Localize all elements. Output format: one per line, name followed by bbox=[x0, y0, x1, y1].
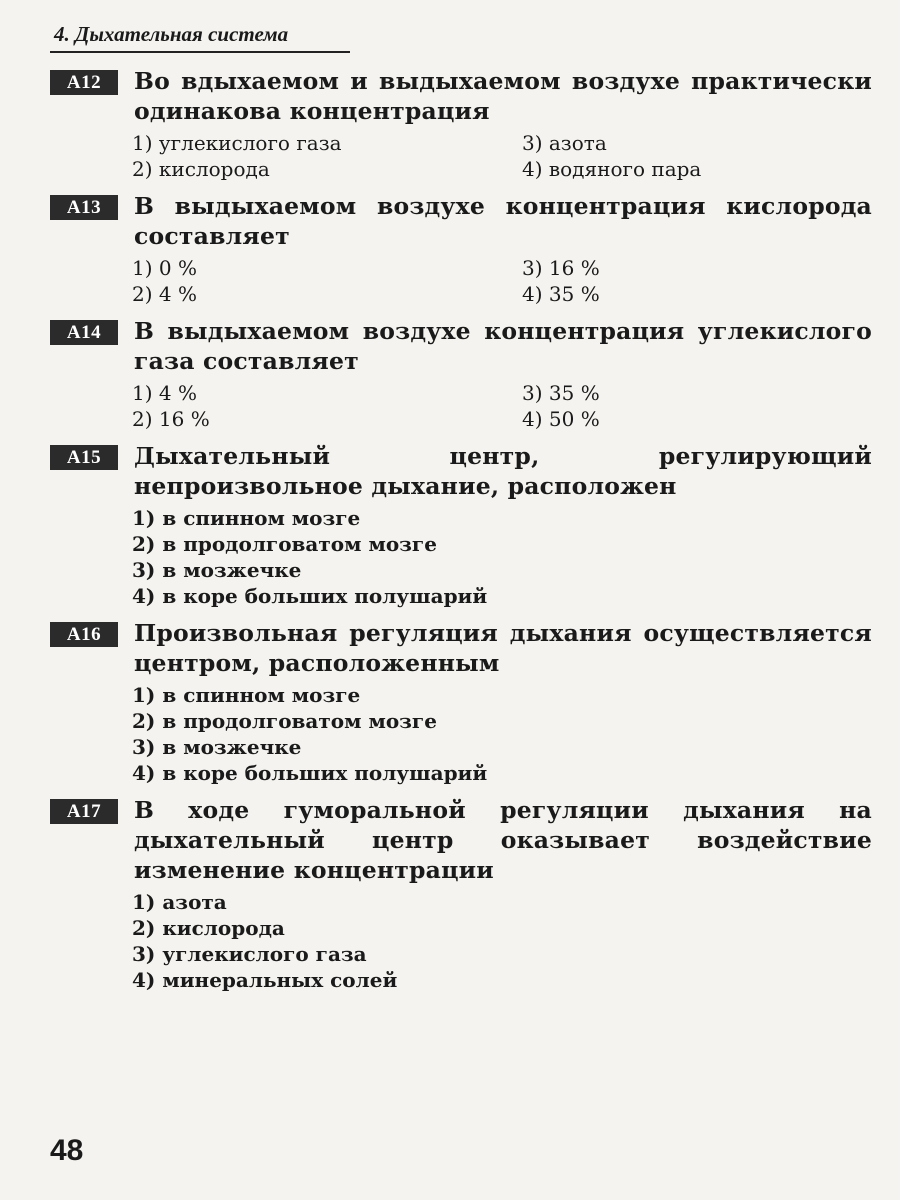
question-text: Во вдыхаемом и выдыхаемом воздухе практически одинакова концентрация bbox=[134, 67, 872, 125]
answer-options bbox=[132, 130, 872, 182]
question-a14 bbox=[50, 316, 872, 432]
question-a13 bbox=[50, 191, 872, 307]
answer-option: 2) кислорода bbox=[132, 916, 285, 940]
questions-list bbox=[50, 66, 872, 1002]
answer-option: 1) азота bbox=[132, 890, 227, 914]
question-text: Произвольная регуляция дыхания осуществляется центром, расположенным bbox=[134, 619, 872, 677]
question-text: В выдыхаемом воздухе концентрация кислорода составляет bbox=[134, 192, 872, 250]
answer-option: 4) минеральных солей bbox=[132, 968, 398, 992]
question-text: Дыхательный центр, регулирующий непроизвольное дыхание, расположен bbox=[134, 442, 872, 500]
answer-option: 2) 4 % bbox=[132, 282, 197, 306]
question-a15 bbox=[50, 441, 872, 609]
question-number-badge: А17 bbox=[50, 799, 118, 824]
answer-option: 1) в спинном мозге bbox=[132, 506, 361, 530]
page-header bbox=[50, 22, 850, 53]
question-text: В ходе гуморальной регуляции дыхания на дыхательный центр оказывает воздействие изменение концентрации bbox=[134, 796, 872, 884]
answer-option: 3) азота bbox=[522, 131, 607, 155]
answer-option: 3) в мозжечке bbox=[132, 735, 302, 759]
answer-option: 3) в мозжечке bbox=[132, 558, 302, 582]
answer-options bbox=[132, 889, 872, 993]
question-a17 bbox=[50, 795, 872, 993]
answer-option: 1) в спинном мозге bbox=[132, 683, 361, 707]
answer-options bbox=[132, 505, 872, 609]
question-text: В выдыхаемом воздухе концентрация углекислого газа составляет bbox=[134, 317, 872, 375]
question-number-badge: А16 bbox=[50, 622, 118, 647]
answer-option: 4) водяного пара bbox=[522, 157, 702, 181]
running-head: 4. Дыхательная система bbox=[54, 22, 289, 46]
question-a12 bbox=[50, 66, 872, 182]
answer-option: 4) 35 % bbox=[522, 282, 600, 306]
question-number-badge: А14 bbox=[50, 320, 118, 345]
question-number-badge: А12 bbox=[50, 70, 118, 95]
question-number-badge: А15 bbox=[50, 445, 118, 470]
answer-option: 3) 35 % bbox=[522, 381, 600, 405]
page-number: 48 bbox=[50, 1134, 84, 1167]
answer-option: 1) углекислого газа bbox=[132, 131, 342, 155]
answer-option: 4) 50 % bbox=[522, 407, 600, 431]
answer-option: 3) 16 % bbox=[522, 256, 600, 280]
answer-options bbox=[132, 682, 872, 786]
header-rule bbox=[50, 51, 350, 53]
question-a16 bbox=[50, 618, 872, 786]
answer-option: 2) 16 % bbox=[132, 407, 210, 431]
question-number-badge: А13 bbox=[50, 195, 118, 220]
answer-option: 2) кислорода bbox=[132, 157, 270, 181]
answer-option: 1) 0 % bbox=[132, 256, 197, 280]
answer-option: 2) в продолговатом мозге bbox=[132, 532, 437, 556]
answer-option: 4) в коре больших полушарий bbox=[132, 584, 488, 608]
answer-option: 3) углекислого газа bbox=[132, 942, 367, 966]
answer-option: 2) в продолговатом мозге bbox=[132, 709, 437, 733]
answer-options bbox=[132, 380, 872, 432]
answer-option: 4) в коре больших полушарий bbox=[132, 761, 488, 785]
answer-option: 1) 4 % bbox=[132, 381, 197, 405]
answer-options bbox=[132, 255, 872, 307]
